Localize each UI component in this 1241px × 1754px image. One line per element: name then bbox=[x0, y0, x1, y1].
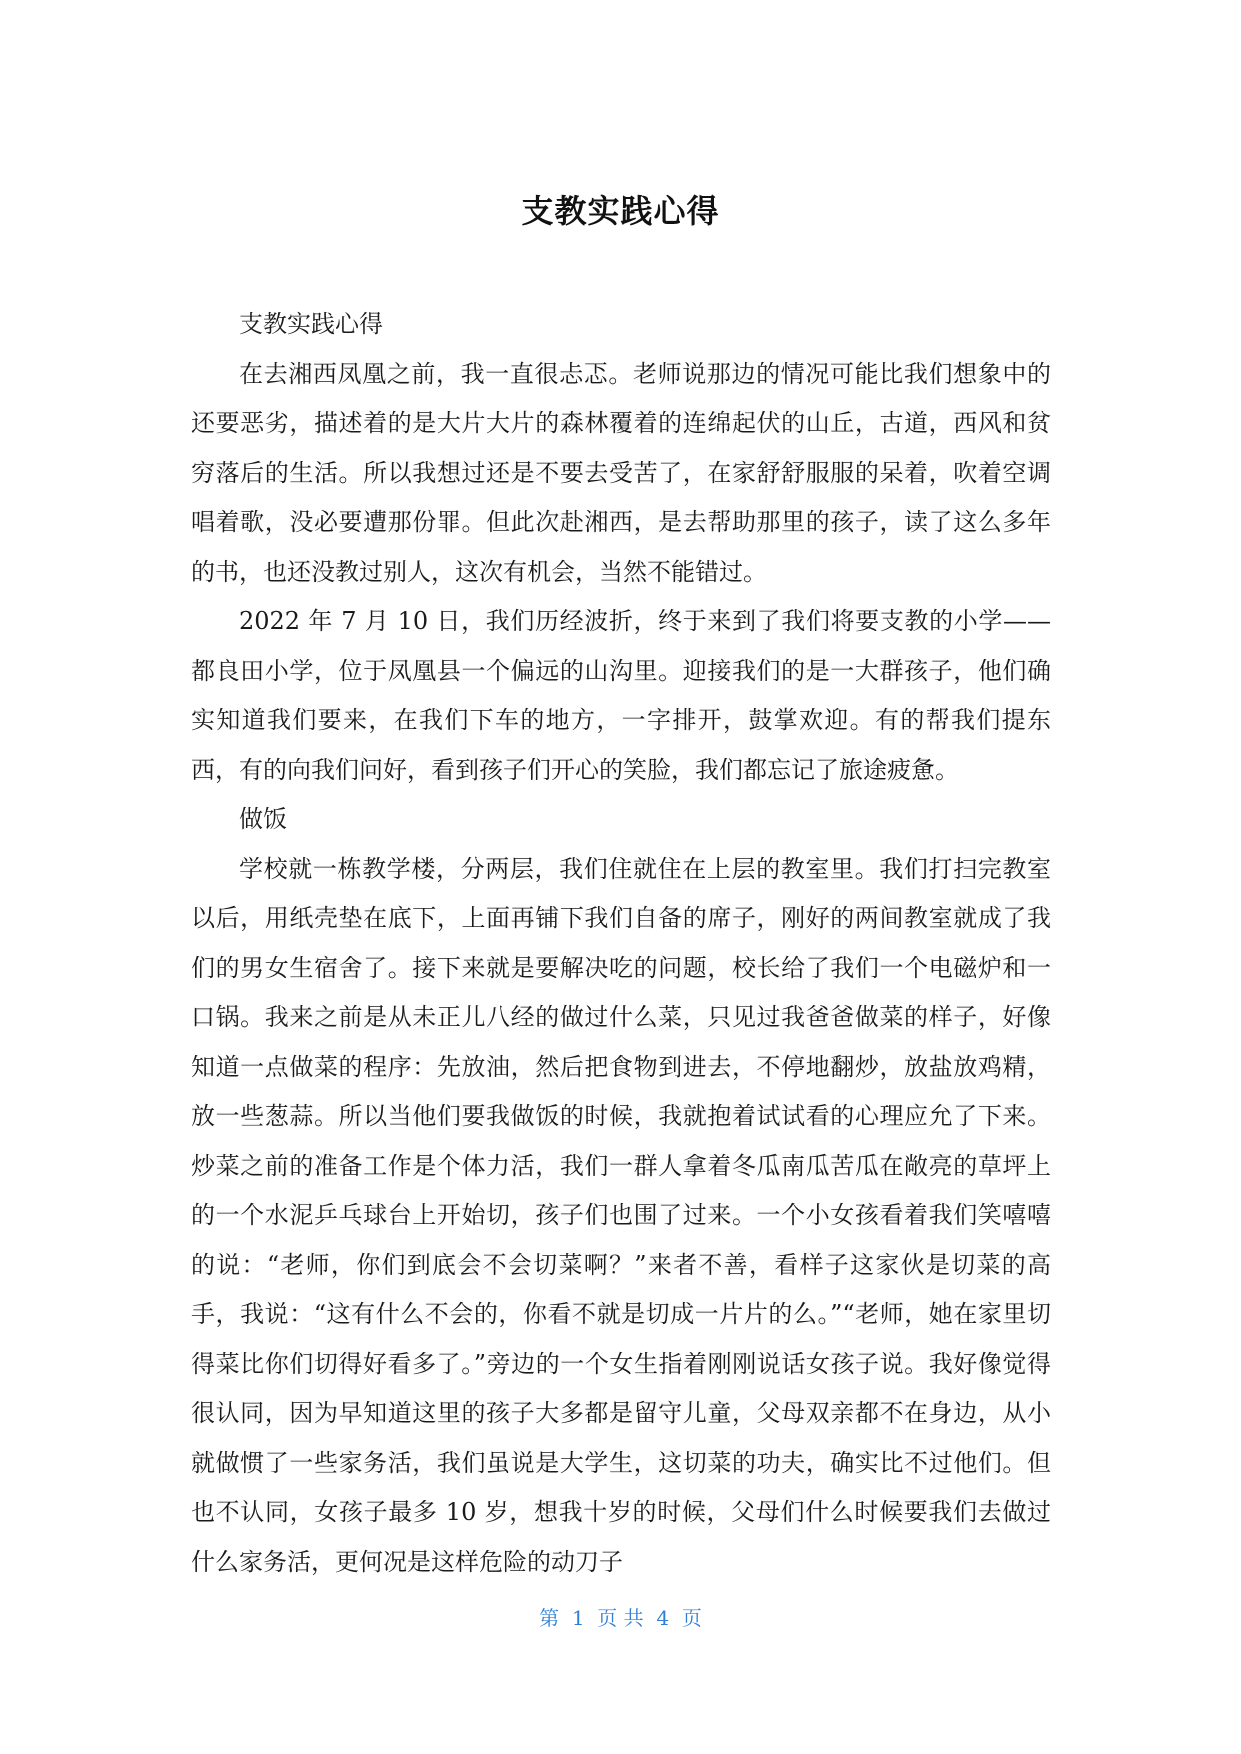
document-title: 支教实践心得 bbox=[521, 192, 720, 230]
paragraph-heading: 支教实践心得 bbox=[239, 310, 383, 338]
paragraph: 学校就一栋教学楼，分两层，我们住就住在上层的教室里。我们打扫完教室以后，用纸壳垫在底下，上面再铺下我们自备的席子，刚好的两间教室就成了我们的男女生宿舍了。接下来就是要解决吃的问题，校长给了我们一个电磁炉和一口锅。我来之前是从未正儿八经的做过什么菜，只见过我爸爸做菜的样子，好像知道一点做菜的程序：先放油，然后把食物到进去，不停地翻炒，放盐放鸡精，放一些葱蒜。所以当他们要我做饭的时候，我就抱着试试看的心理应允了下来。炒菜之前的准备工作是个体力活，我们一群人拿着冬瓜南瓜苦瓜在敞亮的草坪上的一个水泥乒乓球台上开始切，孩子们也围了过来。一个小女孩看着我们笑嘻嘻的说：“老师，你们到底会不会切菜啊？”来者不善，看样子这家伙是切菜的高手，我说：“这有什么不会的，你看不就是切成一片片的么。”“老师，她在家里切得菜比你们切得好看多了。”旁边的一个女生指着刚刚说话女孩子说。我好像觉得很认同，因为早知道这里的孩子大多都是留守儿童，父母双亲都不在身边，从小就做惯了一些家务活，我们虽说是大学生，这切菜的功夫，确实比不过他们。但也不认同，女孩子最多 10 岁，想我十岁的时候，父母们什么时候要我们去做过什么家务活，更何况是这样危险的动刀子 bbox=[191, 854, 1051, 1576]
page-footer: 第 1 页 共 4 页 bbox=[539, 1606, 702, 1630]
paragraph: 2022 年 7 月 10 日，我们历经波折，终于来到了我们将要支教的小学——都良田小学，位于凤凰县一个偏远的山沟里。迎接我们的是一大群孩子，他们确实知道我们要来，在我们下车的地方，一字排开，鼓掌欢迎。有的帮我们提东西，有的向我们问好，看到孩子们开心的笑脸，我们都忘记了旅途疲惫。 bbox=[191, 607, 1051, 784]
document-body bbox=[191, 300, 1051, 1587]
paragraph: 在去湘西凤凰之前，我一直很忐忑。老师说那边的情况可能比我们想象中的还要恶劣，描述着的是大片大片的森林覆着的连绵起伏的山丘，古道，西风和贫穷落后的生活。所以我想过还是不要去受苦了，在家舒舒服服的呆着，吹着空调唱着歌，没必要遭那份罪。但此次赴湘西，是去帮助那里的孩子，读了这么多年的书，也还没教过别人，这次有机会，当然不能错过。 bbox=[191, 359, 1051, 586]
section-heading: 做饭 bbox=[239, 805, 287, 833]
